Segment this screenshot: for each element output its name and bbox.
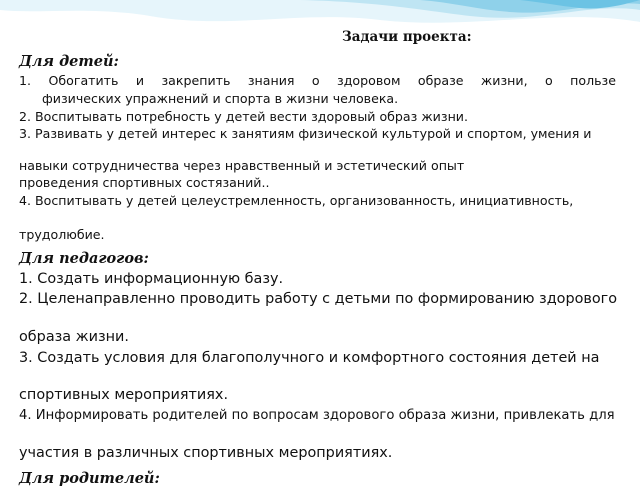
page-title: Задачи проекта: <box>342 29 472 45</box>
section-heading-children: Для детей: <box>19 53 119 70</box>
teachers-line: 1. Создать информационную базу. <box>19 271 284 287</box>
children-line: 4. Воспитывать у детей целеустремленность, организованность, инициативность, <box>19 193 574 208</box>
teachers-line: участия в различных спортивных мероприятиях. <box>19 445 393 461</box>
children-line: 3. Развивать у детей интерес к занятиям физической культурой и спортом, умения и <box>19 126 592 141</box>
teachers-line: образа жизни. <box>19 329 129 345</box>
section-heading-parents: Для родителей: <box>19 470 160 487</box>
children-line: физических упражнений и спорта в жизни человека. <box>42 91 399 106</box>
teachers-line: спортивных мероприятиях. <box>19 387 229 403</box>
children-line: 1. Обогатить и закрепить знания о здоровом образе жизни, о пользе <box>19 73 616 88</box>
children-line: проведения спортивных состязаний.. <box>19 175 270 190</box>
children-line: навыки сотрудничества через нравственный и эстетический опыт <box>19 158 465 173</box>
children-line: 2. Воспитывать потребность у детей вести здоровый образ жизни. <box>19 109 468 124</box>
teachers-line: 3. Создать условия для благополучного и комфортного состояния детей на <box>19 350 600 366</box>
children-line: трудолюбие. <box>19 227 105 242</box>
teachers-line: 4. Информировать родителей по вопросам здорового образа жизни, привлекать для <box>19 408 615 423</box>
header-wave-decoration <box>0 0 640 60</box>
teachers-line: 2. Целенаправленно проводить работу с детьми по формированию здорового <box>19 291 618 307</box>
section-heading-teachers: Для педагогов: <box>19 250 149 267</box>
